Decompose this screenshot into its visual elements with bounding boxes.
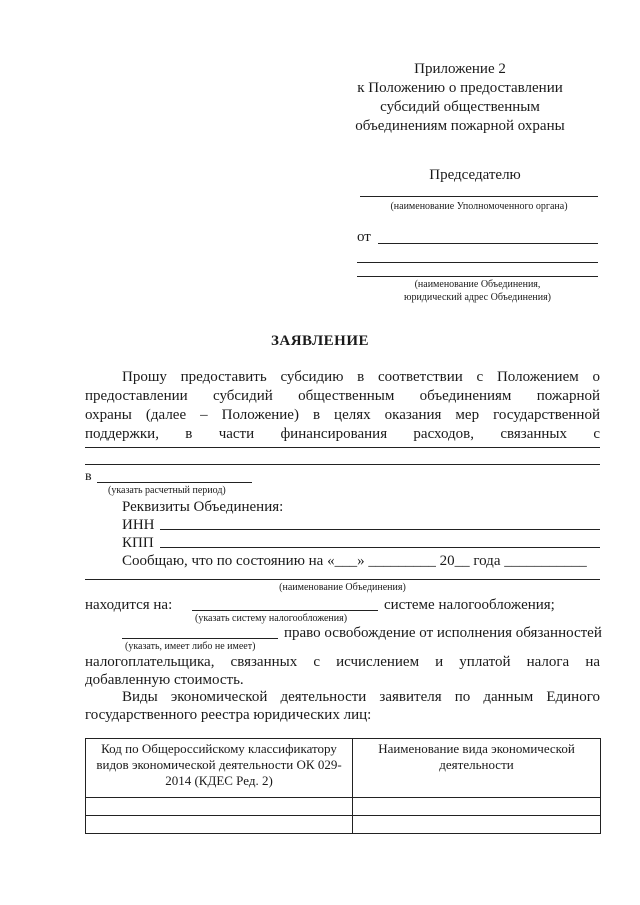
table-header-row xyxy=(86,739,601,798)
inn-label: ИНН xyxy=(122,517,155,533)
document-title: ЗАЯВЛЕНИЕ xyxy=(270,333,370,349)
exemption-input-line[interactable] xyxy=(122,638,278,639)
from-label: от xyxy=(357,229,371,245)
assoc-name-line[interactable] xyxy=(85,579,600,580)
paragraph-1-line-3: охраны (далее – Положение) в целях оказания мер государственной xyxy=(85,407,600,423)
applicant-line-1[interactable] xyxy=(357,262,598,263)
activity-line-2: государственного реестра юридических лиц: xyxy=(85,707,372,723)
appendix-line-4: объединениям пожарной охраны xyxy=(355,118,565,134)
expenses-line-1[interactable] xyxy=(85,447,600,448)
period-caption: (указать расчетный период) xyxy=(108,485,226,496)
activity-name-cell[interactable] xyxy=(353,816,601,834)
has-caption: (указать, имеет либо не имеет) xyxy=(125,641,256,652)
tax-system-input-line[interactable] xyxy=(192,610,378,611)
kpp-input-line[interactable] xyxy=(160,547,600,548)
activity-codes-table xyxy=(85,738,601,834)
org-name-line[interactable] xyxy=(360,196,598,197)
code-cell[interactable] xyxy=(86,816,353,834)
expenses-line-2[interactable] xyxy=(85,464,600,465)
exemption-label: право освобождение от исполнения обязанностей xyxy=(284,625,602,641)
vat-line-2: добавленную стоимость. xyxy=(85,672,244,688)
applicant-caption-1: (наименование Объединения, xyxy=(414,279,541,290)
paragraph-1-line-2: предоставлении субсидий общественным объединениям пожарной xyxy=(85,388,600,404)
report-date-line: Сообщаю, что по состоянию на «___» _________ 20__ года ___________ xyxy=(122,553,587,569)
requisites-label: Реквизиты Объединения: xyxy=(122,499,284,515)
located-label: находится на: xyxy=(85,597,173,613)
code-column-header: Код по Общероссийскому классификатору видов экономической деятельности ОК 029-2014 (КДЕС Ред. 2) xyxy=(86,739,353,798)
appendix-line-1: Приложение 2 xyxy=(414,61,506,77)
code-cell[interactable] xyxy=(86,798,353,816)
in-label: в xyxy=(85,469,92,484)
activity-line-1: Виды экономической деятельности заявителя по данным Единого xyxy=(122,689,600,705)
assoc-name-caption: (наименование Объединения) xyxy=(279,582,406,593)
inn-input-line[interactable] xyxy=(160,529,600,530)
tax-system-label: системе налогообложения; xyxy=(384,597,555,613)
paragraph-1-line-4: поддержки, в части финансирования расходов, связанных с xyxy=(85,426,600,442)
kpp-label: КПП xyxy=(122,535,154,551)
paragraph-1-line-1: Прошу предоставить субсидию в соответствии с Положением о xyxy=(122,369,600,385)
appendix-line-3: субсидий общественным xyxy=(380,99,540,115)
applicant-line-2[interactable] xyxy=(357,276,598,277)
activity-name-cell[interactable] xyxy=(353,798,601,816)
table-row[interactable] xyxy=(86,816,601,834)
addressee-title: Председателю xyxy=(429,167,521,183)
applicant-caption-2: юридический адрес Объединения) xyxy=(403,292,552,303)
period-line[interactable] xyxy=(97,482,252,483)
table-row[interactable] xyxy=(86,798,601,816)
from-line[interactable] xyxy=(378,243,598,244)
tax-system-caption: (указать систему налогообложения) xyxy=(195,613,348,624)
org-name-caption: (наименование Уполномоченного органа) xyxy=(390,201,568,212)
activity-name-column-header: Наименование вида экономической деятельности xyxy=(353,739,601,798)
appendix-line-2: к Положению о предоставлении xyxy=(357,80,563,96)
vat-line-1: налогоплательщика, связанных с исчислением и уплатой налога на xyxy=(85,654,600,670)
